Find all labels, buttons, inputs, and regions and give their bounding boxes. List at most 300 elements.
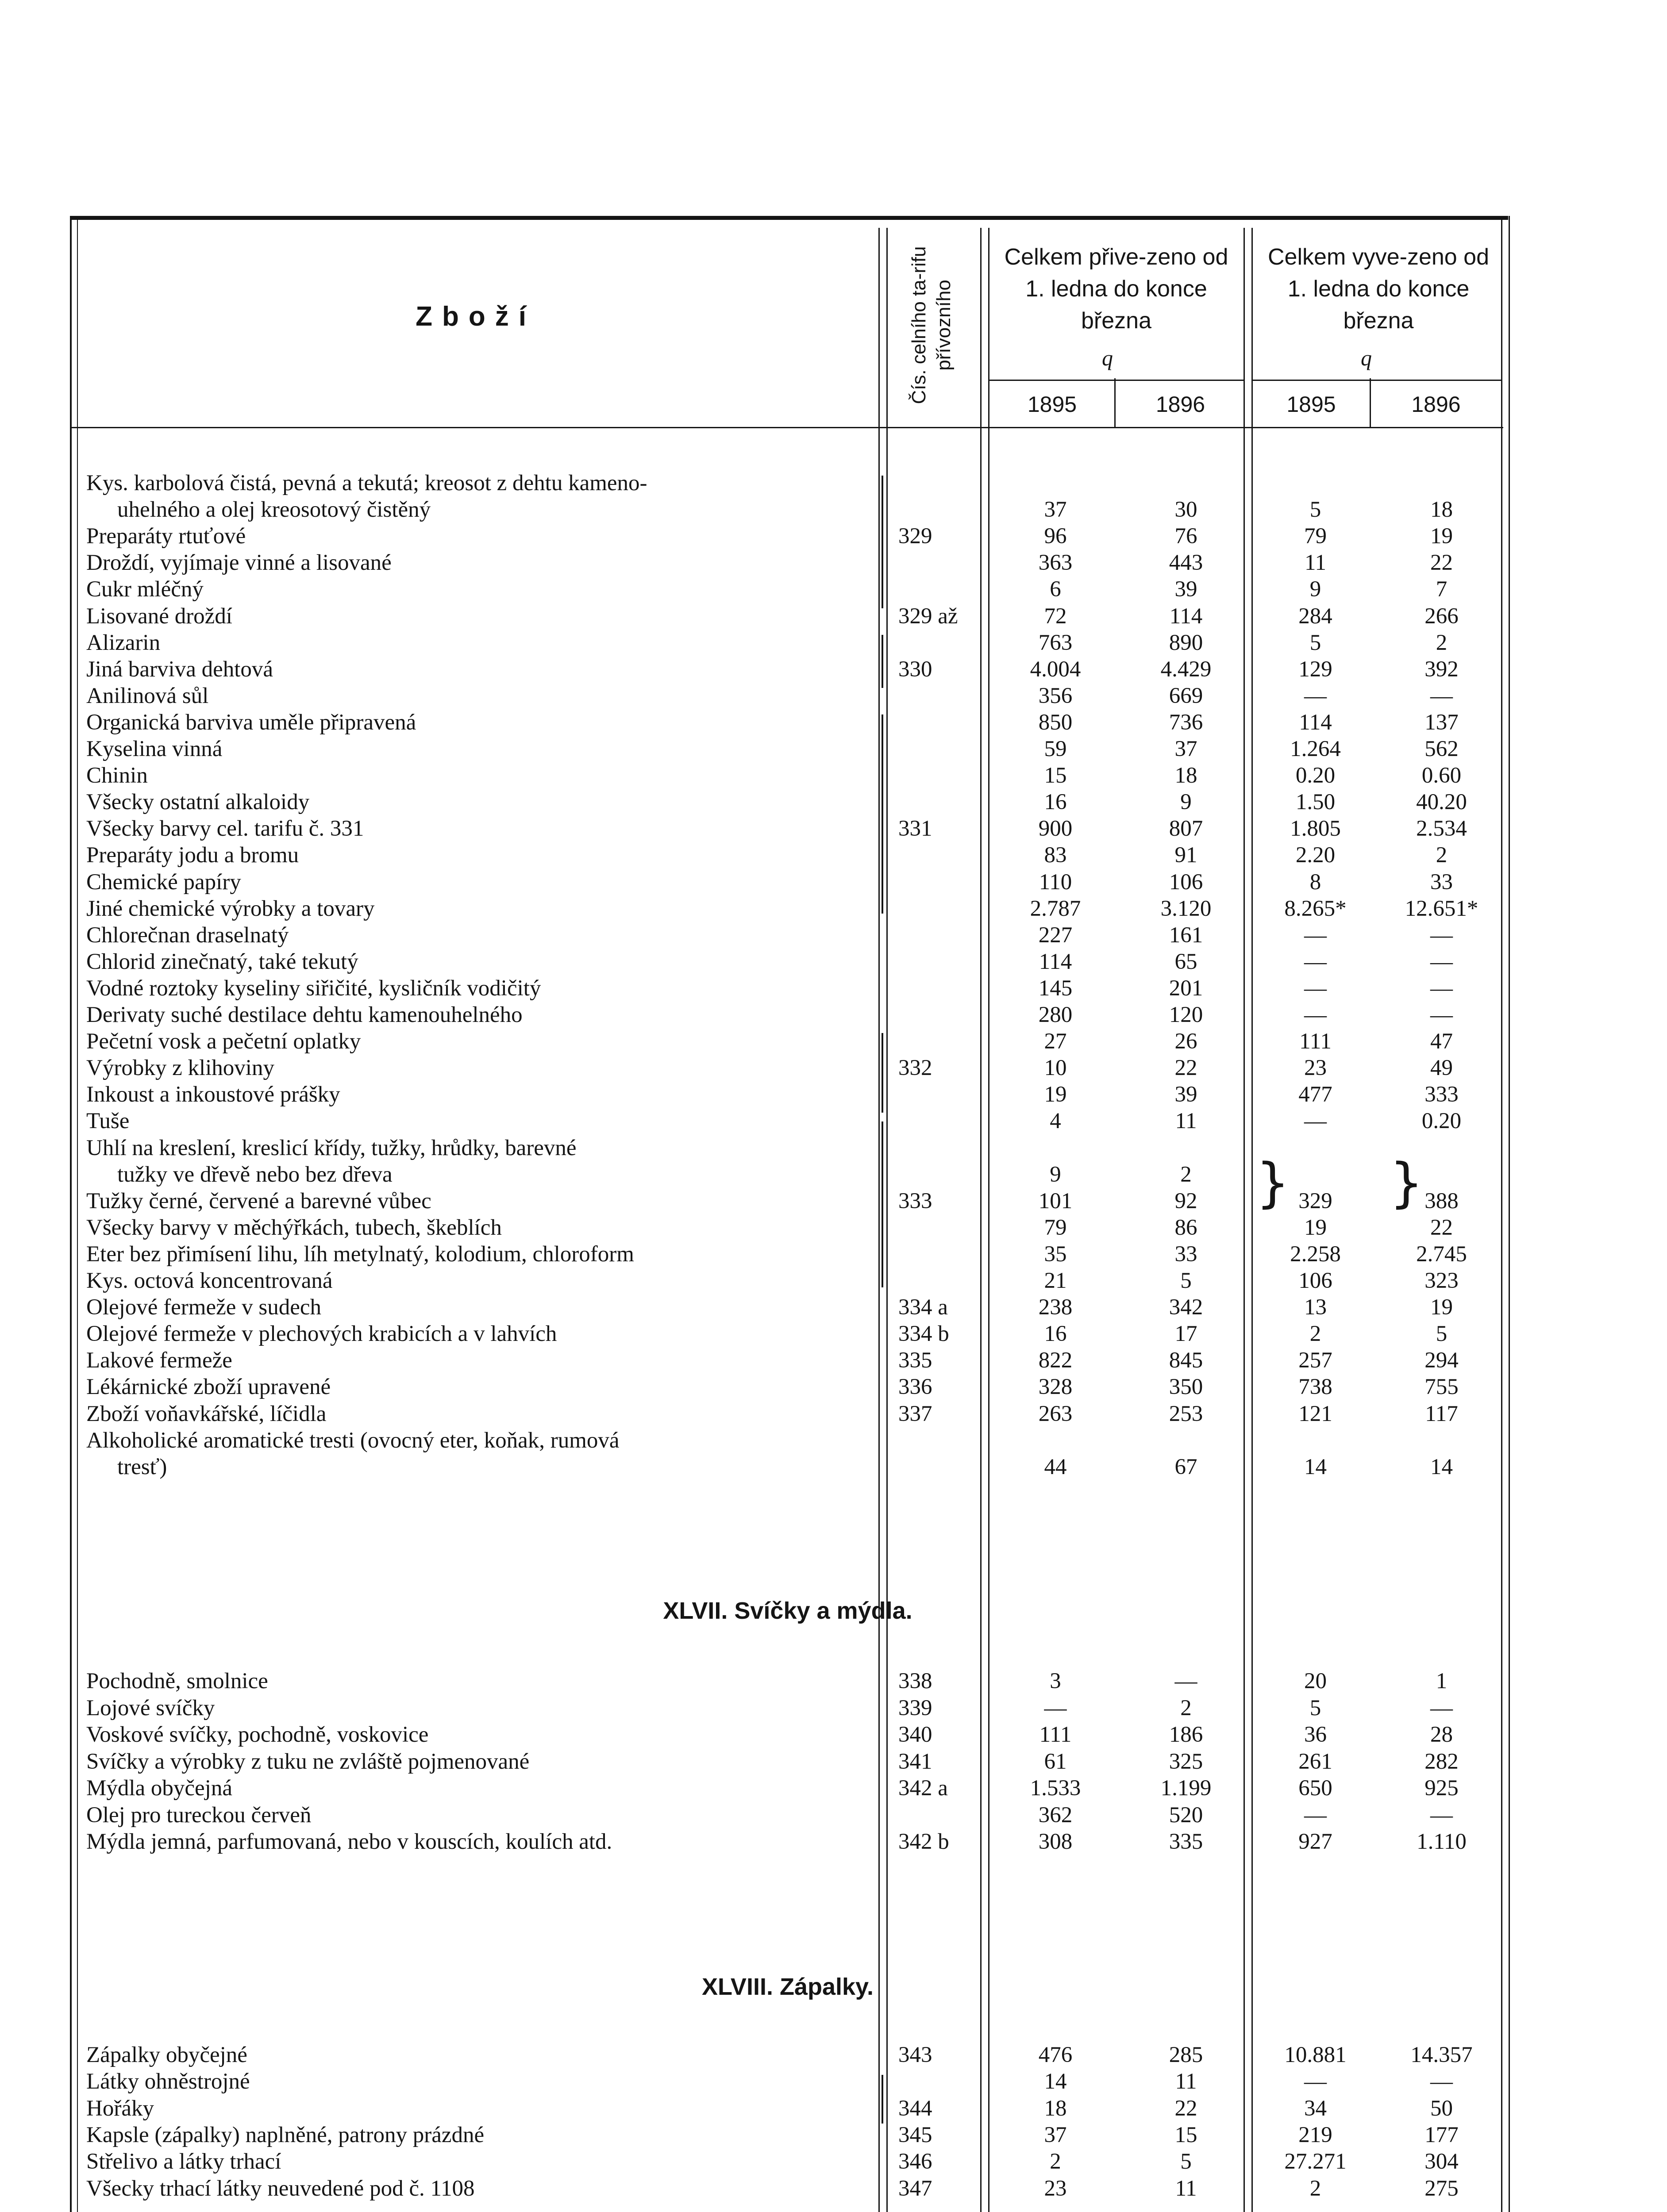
imported-1895-value: 101 xyxy=(1038,1188,1073,1214)
exported-1896-value: 47 xyxy=(1430,1029,1453,1054)
item-name-text: Jiná barviva dehtová xyxy=(86,657,277,682)
imported-1896-value: 186 xyxy=(1169,1722,1203,1747)
imported-1896-value: 120 xyxy=(1169,1002,1203,1027)
table-row xyxy=(0,789,1667,815)
imported-1896-value: 5 xyxy=(1180,1268,1192,1293)
exported-1896-value: — xyxy=(1430,683,1453,708)
item-name-text: Všecky barvy v měchýřkách, tubech, škeblích xyxy=(86,1215,505,1240)
imported-1896-value: 285 xyxy=(1169,2043,1203,2067)
exported-1896-value: 323 xyxy=(1424,1268,1459,1293)
exported-1895-value: 1.264 xyxy=(1290,737,1341,761)
imported-1895-value: 44 xyxy=(1044,1454,1067,1479)
item-name-text: Alizarin xyxy=(86,630,164,655)
tariff-code: 336 xyxy=(898,1375,932,1400)
item-name xyxy=(86,1347,865,1374)
item-name-text: Inkoust a inkoustové prášky xyxy=(86,1082,344,1107)
table-row xyxy=(0,523,1667,549)
item-name xyxy=(86,895,865,922)
item-name-text: Výrobky z klihoviny xyxy=(86,1056,278,1080)
table-row xyxy=(0,683,1667,709)
exported-1895-value: 19 xyxy=(1304,1215,1327,1240)
goods-column-header: Zboží xyxy=(416,301,536,332)
imported-1895-value: 21 xyxy=(1044,1268,1067,1293)
tariff-code: 329 xyxy=(898,524,932,549)
imported-1896-value: 3.120 xyxy=(1160,896,1212,921)
exported-1895-value: 2.258 xyxy=(1290,1241,1341,1267)
tariff-code: 329 až xyxy=(898,603,958,629)
imported-1895-value: 822 xyxy=(1038,1348,1073,1373)
table-row xyxy=(0,895,1667,922)
item-name xyxy=(86,1748,865,1775)
imported-1895-value: 111 xyxy=(1039,1722,1072,1747)
exported-1896-value: 1.110 xyxy=(1417,1829,1467,1854)
year-divider xyxy=(1114,378,1116,427)
tariff-code: 346 xyxy=(898,2149,932,2174)
table-row xyxy=(0,603,1667,630)
item-name xyxy=(86,1267,865,1294)
item-name-text: tresť) xyxy=(117,1455,170,1479)
section-title-matches: XLVIII. Zápalky. xyxy=(701,1974,874,2000)
item-name-text: Chinin xyxy=(86,763,151,788)
imported-1896-value: 325 xyxy=(1169,1749,1203,1774)
exported-1895-value: 1.805 xyxy=(1290,816,1341,841)
exported-1895-value: 79 xyxy=(1304,524,1327,549)
imported-1896-value: 890 xyxy=(1169,630,1203,655)
item-name xyxy=(86,1695,865,1721)
imported-1895-value: 2.787 xyxy=(1030,896,1081,921)
item-name xyxy=(86,762,865,789)
exported-1896-value: 177 xyxy=(1424,2122,1459,2147)
item-name xyxy=(86,1294,865,1321)
exported-1896-value: 14.357 xyxy=(1410,2043,1473,2067)
table-row xyxy=(0,2042,1667,2068)
table-row xyxy=(0,2095,1667,2122)
exported-1896-value: 12.651* xyxy=(1405,896,1478,921)
imported-1896-value: 161 xyxy=(1169,922,1203,948)
imported-1896-value: 37 xyxy=(1174,737,1197,761)
exported-1896-value: 388 xyxy=(1424,1188,1459,1214)
imported-unit: q xyxy=(1102,346,1113,370)
item-name xyxy=(86,1055,865,1081)
imported-1895-value: 280 xyxy=(1038,1002,1073,1027)
imported-1895-value: 27 xyxy=(1044,1029,1067,1054)
item-name-text: Chlorid zinečnatý, také tekutý xyxy=(86,949,362,974)
exported-1896-value: 40.20 xyxy=(1416,790,1467,815)
table-row xyxy=(0,815,1667,842)
exported-1895-value: — xyxy=(1304,1002,1327,1027)
item-name-text: Zápalky obyčejné xyxy=(86,2043,251,2067)
imported-1895-value: 4 xyxy=(1050,1109,1061,1134)
exported-1895-value: — xyxy=(1304,975,1327,1001)
imported-1896-value: 22 xyxy=(1174,2096,1197,2121)
item-name xyxy=(86,709,865,736)
imported-1895-value: 1.533 xyxy=(1030,1776,1081,1801)
exported-1896-value: 5 xyxy=(1436,1321,1448,1347)
imported-1896-value: 67 xyxy=(1174,1454,1197,1479)
imported-1896-value: 335 xyxy=(1169,1829,1203,1854)
table-row xyxy=(0,1347,1667,1374)
imported-1895-value: 4.004 xyxy=(1030,657,1081,682)
table-row xyxy=(0,630,1667,656)
imported-1896-value: 39 xyxy=(1174,1082,1197,1107)
imported-1896-value: 30 xyxy=(1174,497,1197,522)
item-name xyxy=(86,736,865,762)
tariff-code: 333 xyxy=(898,1188,932,1214)
exported-1896-value: 18 xyxy=(1430,497,1453,522)
exported-1896-value: 2.534 xyxy=(1416,816,1467,841)
item-name-text: Pochodně, smolnice xyxy=(86,1669,272,1694)
exported-1895-value: 927 xyxy=(1298,1829,1332,1854)
item-name xyxy=(86,2095,865,2122)
table-row xyxy=(0,1081,1667,1108)
item-name xyxy=(86,975,865,1002)
exported-1896-value: 28 xyxy=(1430,1722,1453,1747)
item-name xyxy=(86,603,865,630)
item-name xyxy=(117,1454,896,1480)
exported-1896-value: 282 xyxy=(1424,1749,1459,1774)
exported-year-1896: 1896 xyxy=(1411,392,1461,417)
table-row xyxy=(0,709,1667,736)
tariff-code: 341 xyxy=(898,1749,932,1774)
exported-1895-value: 10.881 xyxy=(1284,2043,1347,2067)
exported-1896-value: — xyxy=(1430,975,1453,1001)
item-name-text: Všecky ostatní alkaloidy xyxy=(86,790,313,814)
exported-1896-value: 755 xyxy=(1424,1375,1459,1400)
exported-brace-icon: } xyxy=(1256,1152,1290,1214)
item-name-text: Olej pro tureckou červeň xyxy=(86,1803,315,1828)
exported-1895-value: — xyxy=(1304,1109,1327,1134)
item-name-text: Organická barviva uměle připravená xyxy=(86,710,420,735)
table-row xyxy=(0,1108,1667,1134)
item-name-text: Olejové fermeže v sudech xyxy=(86,1295,325,1320)
imported-1895-value: 23 xyxy=(1044,2176,1067,2201)
imported-year-1895: 1895 xyxy=(1027,392,1077,417)
table-row xyxy=(0,1401,1667,1427)
imported-1895-value: 110 xyxy=(1039,869,1072,895)
tariff-code: 330 xyxy=(898,657,932,682)
section-title-candles-soap: XLVII. Svíčky a mýdla. xyxy=(663,1598,912,1624)
exported-1895-value: — xyxy=(1304,922,1327,948)
table-row xyxy=(0,762,1667,789)
imported-1896-value: 201 xyxy=(1169,975,1203,1001)
tariff-code: 334 b xyxy=(898,1321,949,1347)
exported-1896-value: — xyxy=(1430,1002,1453,1027)
exported-1896-value: 925 xyxy=(1424,1776,1459,1801)
imported-1896-value: 342 xyxy=(1169,1295,1203,1320)
table-row xyxy=(0,1427,1667,1454)
item-name xyxy=(86,1775,865,1801)
tariff-code: 337 xyxy=(898,1401,932,1426)
imported-1895-value: 10 xyxy=(1044,1056,1067,1081)
imported-1895-value: 61 xyxy=(1044,1749,1067,1774)
table-row xyxy=(0,1241,1667,1267)
imported-1895-value: 96 xyxy=(1044,524,1067,549)
exported-1895-value: 106 xyxy=(1298,1268,1332,1293)
item-name-text: Kys. karbolová čistá, pevná a tekutá; kreosot z dehtu kameno- xyxy=(86,471,651,495)
imported-1895-value: 2 xyxy=(1050,2149,1061,2174)
item-name-text: Alkoholické aromatické tresti (ovocný eter, koňak, rumová xyxy=(86,1428,623,1453)
exported-1895-value: 14 xyxy=(1304,1454,1327,1479)
item-name-text: Hořáky xyxy=(86,2096,158,2121)
exported-1895-value: 0.20 xyxy=(1295,763,1336,788)
item-name-text: Látky ohněstrojné xyxy=(86,2069,254,2094)
exported-1895-value: — xyxy=(1304,2069,1327,2094)
item-name-text: Uhlí na kreslení, kreslicí křídy, tužky, hrůdky, barevné xyxy=(86,1136,580,1160)
table-row xyxy=(0,1828,1667,1855)
imported-1896-value: 114 xyxy=(1169,603,1203,629)
imported-1896-value: 253 xyxy=(1169,1401,1203,1426)
imported-1896-value: 350 xyxy=(1169,1375,1203,1400)
imported-1896-value: 39 xyxy=(1174,577,1197,602)
item-name xyxy=(86,1028,865,1055)
imported-1895-value: — xyxy=(1044,1695,1067,1720)
table-row xyxy=(0,549,1667,576)
item-name-text: Mýdla obyčejná xyxy=(86,1776,236,1801)
imported-1896-value: 2 xyxy=(1180,1695,1192,1720)
item-name xyxy=(86,683,865,709)
exported-1896-value: — xyxy=(1430,949,1453,974)
item-name xyxy=(86,1188,865,1214)
imported-1896-value: 106 xyxy=(1169,869,1203,895)
header-bottom-line xyxy=(72,427,1503,428)
imported-1896-value: 26 xyxy=(1174,1029,1197,1054)
item-name-text: Derivaty suché destilace dehtu kamenouhelného xyxy=(86,1002,526,1027)
imported-1895-value: 18 xyxy=(1044,2096,1067,2121)
item-name xyxy=(86,2122,865,2148)
imported-1895-value: 900 xyxy=(1038,816,1073,841)
exported-1896-value: 14 xyxy=(1430,1454,1453,1479)
table-row xyxy=(0,1695,1667,1721)
table-row xyxy=(0,949,1667,975)
exported-1895-value: 2.20 xyxy=(1295,843,1336,868)
table-row xyxy=(0,1214,1667,1241)
imported-1895-value: 3 xyxy=(1050,1669,1061,1694)
exported-1895-value: — xyxy=(1304,683,1327,708)
imported-1895-value: 263 xyxy=(1038,1401,1073,1426)
item-name xyxy=(86,1241,865,1267)
table-row xyxy=(0,2122,1667,2148)
item-name-text: Preparáty rtuťové xyxy=(86,524,249,549)
item-name xyxy=(86,2148,865,2175)
exported-1895-value: 284 xyxy=(1298,603,1332,629)
imported-1895-value: 16 xyxy=(1044,790,1067,815)
imported-1895-value: 9 xyxy=(1050,1162,1061,1187)
item-name xyxy=(86,549,865,576)
exported-1895-value: 2 xyxy=(1309,1321,1321,1347)
item-name xyxy=(86,1802,865,1828)
imported-1896-value: 15 xyxy=(1174,2122,1197,2147)
imported-1896-value: 92 xyxy=(1174,1188,1197,1214)
exported-1896-value: 2 xyxy=(1436,630,1448,655)
tariff-code: 343 xyxy=(898,2043,932,2067)
exported-1896-value: 333 xyxy=(1424,1082,1459,1107)
item-name-text: Lisované droždí xyxy=(86,604,236,629)
imported-1895-value: 16 xyxy=(1044,1321,1067,1347)
imported-1896-value: 5 xyxy=(1180,2149,1192,2174)
exported-1895-value: — xyxy=(1304,949,1327,974)
exported-1896-value: 50 xyxy=(1430,2096,1453,2121)
item-name-text: Mýdla jemná, parfumovaná, nebo v kouscích, koulích atd. xyxy=(86,1829,616,1854)
table-row xyxy=(0,736,1667,762)
item-name-text: Cukr mléčný xyxy=(86,577,207,602)
exported-1896-value: 117 xyxy=(1425,1401,1458,1426)
table-row xyxy=(0,842,1667,868)
item-name-text: Lojové svíčky xyxy=(86,1696,218,1720)
exported-1895-value: 1.50 xyxy=(1295,790,1336,815)
tariff-code: 331 xyxy=(898,816,932,841)
item-name xyxy=(86,2042,865,2068)
imported-1895-value: 37 xyxy=(1044,497,1067,522)
imported-1896-value: 76 xyxy=(1174,524,1197,549)
item-name xyxy=(117,1161,896,1188)
exported-1896-value: — xyxy=(1430,1802,1453,1828)
exported-1895-value: 219 xyxy=(1298,2122,1332,2147)
tariff-code: 334 a xyxy=(898,1295,948,1320)
item-name xyxy=(86,1002,865,1028)
exported-column-header: Celkem vyve-zeno od 1. ledna do konce března xyxy=(1268,244,1489,334)
imported-1896-value: 807 xyxy=(1169,816,1203,841)
exported-1896-value: 0.20 xyxy=(1421,1109,1462,1134)
imported-1896-value: 4.429 xyxy=(1160,657,1212,682)
exported-1895-value: 5 xyxy=(1309,630,1321,655)
item-name xyxy=(86,1081,865,1108)
imported-1895-value: 6 xyxy=(1050,577,1061,602)
table-row xyxy=(0,1161,1667,1188)
imported-1895-value: 114 xyxy=(1039,949,1072,974)
tariff-code: 338 xyxy=(898,1669,932,1694)
imported-1895-value: 37 xyxy=(1044,2122,1067,2147)
exported-1896-value: — xyxy=(1430,2069,1453,2094)
exported-1896-value: 49 xyxy=(1430,1056,1453,1081)
item-name-text: Tužky černé, červené a barevné vůbec xyxy=(86,1189,435,1214)
imported-1896-value: — xyxy=(1174,1669,1197,1694)
exported-1896-value: 137 xyxy=(1424,710,1459,735)
imported-1896-value: 845 xyxy=(1169,1348,1203,1373)
imported-1896-value: 11 xyxy=(1175,2069,1197,2094)
exported-1896-value: 2 xyxy=(1436,843,1448,868)
item-name xyxy=(86,2175,865,2202)
year-divider xyxy=(1370,378,1371,427)
exported-1895-value: 5 xyxy=(1309,497,1321,522)
tariff-code: 332 xyxy=(898,1056,932,1081)
item-name xyxy=(86,470,865,496)
imported-1895-value: 476 xyxy=(1038,2043,1073,2067)
exported-1895-value: 111 xyxy=(1299,1029,1332,1054)
table-row xyxy=(0,1294,1667,1321)
exported-1895-value: 2 xyxy=(1309,2176,1321,2201)
imported-1896-value: 18 xyxy=(1174,763,1197,788)
table-row xyxy=(0,1135,1667,1161)
imported-1895-value: 362 xyxy=(1038,1802,1073,1828)
exported-1896-value: 392 xyxy=(1424,657,1459,682)
item-name xyxy=(86,1321,865,1347)
table-row xyxy=(0,1055,1667,1081)
exported-1895-value: — xyxy=(1304,1802,1327,1828)
item-name xyxy=(86,1108,865,1134)
imported-1895-value: 83 xyxy=(1044,843,1067,868)
table-row xyxy=(0,975,1667,1002)
table-row xyxy=(0,470,1667,496)
item-name xyxy=(86,523,865,549)
exported-1895-value: 121 xyxy=(1298,1401,1332,1426)
item-name-text: Olejové fermeže v plechových krabicích a v lahvích xyxy=(86,1321,560,1346)
table-row xyxy=(0,2175,1667,2202)
exported-1896-value: 22 xyxy=(1430,550,1453,576)
table-row xyxy=(0,2068,1667,2095)
imported-1896-value: 33 xyxy=(1174,1241,1197,1267)
item-name-text: Všecky trhací látky neuvedené pod č. 1108 xyxy=(86,2176,478,2201)
exported-1895-value: 13 xyxy=(1304,1295,1327,1320)
item-name-text: Droždí, vyjímaje vinné a lisované xyxy=(86,550,395,575)
tariff-code: 344 xyxy=(898,2096,932,2121)
item-name-text: Tuše xyxy=(86,1109,133,1133)
imported-1896-value: 11 xyxy=(1175,1109,1197,1134)
item-name xyxy=(86,949,865,975)
exported-1896-value: 19 xyxy=(1430,524,1453,549)
exported-1896-value: 294 xyxy=(1424,1348,1459,1373)
tariff-code: 340 xyxy=(898,1722,932,1747)
item-name xyxy=(86,815,865,842)
item-name xyxy=(117,496,896,523)
item-name-text: Chemické papíry xyxy=(86,870,245,895)
item-name xyxy=(86,2068,865,2095)
exported-1896-value: 1 xyxy=(1436,1669,1448,1694)
imported-1896-value: 520 xyxy=(1169,1802,1203,1828)
exported-1895-value: 477 xyxy=(1298,1082,1332,1107)
table-row xyxy=(0,1321,1667,1347)
tariff-code: 347 xyxy=(898,2176,932,2201)
item-name-text: Kapsle (zápalky) naplněné, patrony prázdné xyxy=(86,2123,488,2147)
imported-1895-value: 145 xyxy=(1038,975,1073,1001)
exported-1895-value: 34 xyxy=(1304,2096,1327,2121)
imported-1895-value: 227 xyxy=(1038,922,1073,948)
exported-1895-value: 650 xyxy=(1298,1776,1332,1801)
imported-1895-value: 15 xyxy=(1044,763,1067,788)
tariff-code: 339 xyxy=(898,1695,932,1720)
item-name xyxy=(86,1668,865,1694)
imported-1896-value: 1.199 xyxy=(1160,1776,1212,1801)
item-name-text: tužky ve dřevě nebo bez dřeva xyxy=(117,1162,396,1187)
imported-1896-value: 736 xyxy=(1169,710,1203,735)
table-row xyxy=(0,576,1667,603)
imported-1895-value: 79 xyxy=(1044,1215,1067,1240)
table-row xyxy=(0,869,1667,895)
imported-1895-value: 763 xyxy=(1038,630,1073,655)
table-row xyxy=(0,1267,1667,1294)
exported-1896-value: 7 xyxy=(1436,577,1448,602)
item-name xyxy=(86,869,865,895)
item-name-text: Vodné roztoky kyseliny siřičité, kysličník vodičitý xyxy=(86,976,544,1001)
item-name-text: Preparáty jodu a bromu xyxy=(86,843,302,868)
item-name-text: Střelivo a látky trhací xyxy=(86,2149,285,2174)
exported-1896-value: 22 xyxy=(1430,1215,1453,1240)
exported-brace-icon: } xyxy=(1390,1152,1424,1214)
exported-1895-value: 114 xyxy=(1299,710,1332,735)
item-name-text: Chlorečnan draselnatý xyxy=(86,923,292,948)
tariff-code: 345 xyxy=(898,2122,932,2147)
item-name xyxy=(86,630,865,656)
exported-subheader-line xyxy=(1251,380,1501,381)
tariff-code: 342 a xyxy=(898,1776,948,1801)
item-name-text: Kyselina vinná xyxy=(86,737,226,761)
table-row xyxy=(0,1721,1667,1748)
imported-1896-value: 669 xyxy=(1169,683,1203,708)
exported-1895-value: 329 xyxy=(1298,1188,1332,1214)
tariff-code: 335 xyxy=(898,1348,932,1373)
table-row xyxy=(0,656,1667,683)
item-name-text: Lakové fermeže xyxy=(86,1348,236,1373)
exported-1895-value: 36 xyxy=(1304,1722,1327,1747)
